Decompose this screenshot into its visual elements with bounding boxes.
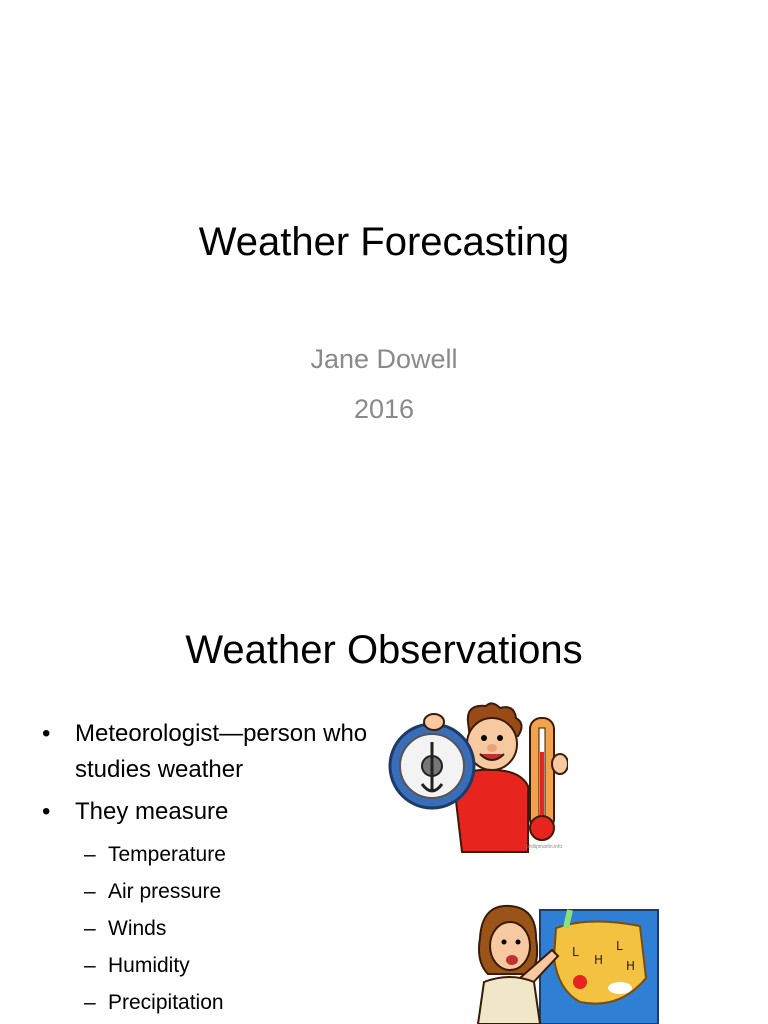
slide-title: Weather Observations bbox=[185, 628, 583, 672]
sub-bullet-item bbox=[42, 910, 372, 947]
map-symbol-text: L bbox=[572, 945, 579, 959]
bullet-list bbox=[42, 716, 372, 1021]
subtitle-block bbox=[0, 334, 768, 434]
sub-bullet-text: Temperature bbox=[108, 843, 226, 866]
dash-icon: – bbox=[84, 954, 96, 977]
slide-weather-observations bbox=[0, 576, 768, 1024]
dash-icon: – bbox=[84, 843, 96, 866]
sub-bullet-item bbox=[42, 836, 372, 873]
bullet-item bbox=[42, 716, 372, 788]
clipart-credit: phillipmartin.info bbox=[526, 844, 563, 850]
presentation-title: Weather Forecasting bbox=[198, 220, 570, 264]
dash-icon: – bbox=[84, 880, 96, 903]
sub-bullet-item bbox=[42, 947, 372, 984]
author-name: Jane Dowell bbox=[310, 344, 458, 374]
bullet-dot-icon: • bbox=[42, 798, 51, 825]
sub-bullet-item bbox=[42, 873, 372, 910]
dash-icon: – bbox=[84, 991, 96, 1014]
bullet-dot-icon: • bbox=[42, 720, 51, 747]
map-symbol-text: H bbox=[626, 959, 636, 973]
bullet-item bbox=[42, 794, 372, 830]
bullet-text: They measure bbox=[75, 798, 229, 825]
sub-bullet-text: Precipitation bbox=[108, 991, 224, 1014]
dash-icon: – bbox=[84, 917, 96, 940]
meteorologist-clipart bbox=[388, 702, 568, 862]
sub-bullet-text: Air pressure bbox=[108, 880, 222, 903]
sub-bullet-text: Winds bbox=[108, 917, 167, 940]
year: 2016 bbox=[353, 394, 415, 424]
sub-bullet-item bbox=[42, 984, 372, 1021]
sub-bullet-text: Humidity bbox=[108, 954, 190, 977]
map-symbol-text: H bbox=[594, 953, 604, 967]
map-symbol-text: L bbox=[616, 939, 623, 953]
weather-map-clipart bbox=[470, 898, 665, 1024]
bullet-text: Meteorologist—person who studies weather bbox=[75, 720, 368, 783]
